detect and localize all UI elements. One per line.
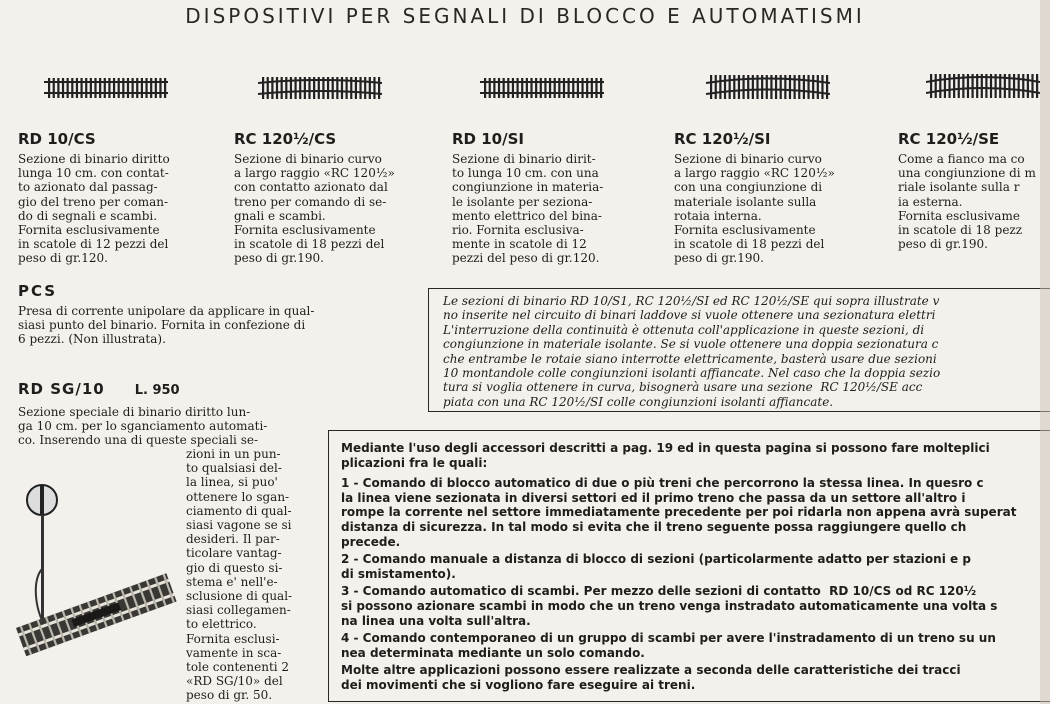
track-straight-illustration [44,76,168,102]
product-code: RD 10/SI [452,130,524,148]
product-rdsg10-header [18,380,180,402]
rdsg-description-narrow: zioni in un pun- to qualsiasi del- la linea, si puo' ottenere lo sgan- ciamento di qual- siasi vagone se si desideri. Il par- ticolare vantag- gio di questo si- stema e' nell'e- sclusione di qual- siasi collegamen- to elettrico. Fornita esclusi- vamente in sca- tole contenenti 2 «RD SG/10» del peso di gr. 50. [186,447,293,703]
page-title: DISPOSITIVI PER SEGNALI DI BLOCCO E AUTOMATISMI [185,4,865,28]
product-rc120si [674,130,835,266]
product-description: Sezione di binario curvo a largo raggio «RC 120½» con una congiunzione di materiale isolante sulla rotaia interna. Fornita esclusivamente in scatole di 18 pezzi del peso di gr.190. [674,152,835,266]
track-curved-insulated-outer-illustration [926,70,1040,100]
product-code: RD SG/10 [18,380,105,398]
product-description: Come a fianco ma co una congiunzione di m riale isolante sulla r ia esterna. Fornita esclusivame in scatole di 18 pezz peso di gr.190. [898,152,1036,252]
product-description: Sezione di binario curvo a largo raggio «RC 120½» con contatto azionato dal treno per comando di se- gnali e scambi. Fornita esclusivamente in scatole di 18 pezzi del peso di gr.190. [234,152,395,266]
rdsg-description-wide: Sezione speciale di binario diritto lun- ga 10 cm. per lo sganciamento automati- co. Inserendo una di queste speciali se- [18,405,268,448]
product-description: Sezione di binario dirit- to lunga 10 cm. con una congiunzione in materia- le isolante per seziona- mento elettrico del bina- rio. Fornita esclusiva- mente in scatole di 12 pezzi del peso di gr.120. [452,152,604,266]
applications-intro: Mediante l'uso degli accessori descritti a pag. 19 ed in questa pagina si possono fare molteplici plicazioni fra le quali: [341,441,990,470]
product-pcs [18,282,314,347]
product-rd10si [452,130,603,266]
product-code: PCS [18,282,58,300]
product-code: RC 120½/SI [674,130,771,148]
application-item: 1 - Comando di blocco automatico di due o più treni che percorrono la stessa linea. In quesro c la linea viene sezionata in diversi settori ed il primo treno che passa da un settore all'altro i rompe la corrente nel settore immediatamente precedente per poi ridarla non appena avrà superat distanza di sicurezza. In tal modo si evita che il treno seguente possa raggiungere quello ch precede. [341,476,1017,549]
product-code-row [18,380,180,398]
product-code: RC 120½/CS [234,130,337,148]
product-rc120cs [234,130,395,266]
track-curved-insulated-inner-illustration [706,72,830,102]
track-curved-illustration [258,74,382,102]
insulation-note-box [428,288,1050,412]
insulation-note-text: Le sezioni di binario RD 10/S1, RC 120½/SI ed RC 120½/SE qui sopra illustrate v no inserite nel circuito di binari laddove si vuole ottenere una sezionatura elettri L'interruzione della continuità è ottenuta coll'applicazione in queste sezioni, di congiunzione in materiale isolante. Se si vuole ottenere una doppia sezionatura c che entrambe le rotaie siano interrotte elettricamente, basterà usare due sezioni 10 montandole colle congiunzioni isolanti affiancate. Nel caso che la doppia sezio tura si voglia ottenere in curva, bisognerà usare una sezione RC 120½/SE acc piata con una RC 120½/SI colle congiunzioni isolanti affiancate. [443,294,941,409]
uncoupler-track-illustration [12,478,182,678]
track-straight-insulated-illustration [480,76,604,102]
product-description: Sezione di binario diritto lunga 10 cm. con contat- to azionato dal passag- gio del treno per coman- do di segnali e scambi. Fornita esclusivamente in scatole di 12 pezzi del peso di gr.120. [18,152,170,266]
page-binding-edge [1040,0,1050,704]
product-rd10cs [18,130,170,266]
product-price: L. 950 [134,383,180,398]
application-item: 2 - Comando manuale a distanza di blocco di sezioni (particolarmente adatto per stazioni e p di smistamento). [341,552,971,581]
application-item: 3 - Comando automatico di scambi. Per mezzo delle sezioni di contatto RD 10/CS od RC 120½ si possono azionare scambi in modo che un treno venga instradato automaticamente una volta s na linea una volta sull'altra. [341,584,998,628]
product-rc120se [898,130,1036,251]
applications-box [328,430,1050,702]
product-code: RD 10/CS [18,130,96,148]
product-description: Presa di corrente unipolare da applicare in qual- siasi punto del binario. Fornita in confezione di 6 pezzi. (Non illustrata). [18,304,315,347]
application-item: 4 - Comando contemporaneo di un gruppo di scambi per avere l'instradamento di un treno su un nea determinata mediante un solo comando. [341,631,996,660]
applications-closing: Molte altre applicazioni possono essere realizzate a seconda delle caratteristiche dei tracci dei movimenti che si vogliono fare eseguire ai treni. [341,663,961,692]
product-code: RC 120½/SE [898,130,1000,148]
